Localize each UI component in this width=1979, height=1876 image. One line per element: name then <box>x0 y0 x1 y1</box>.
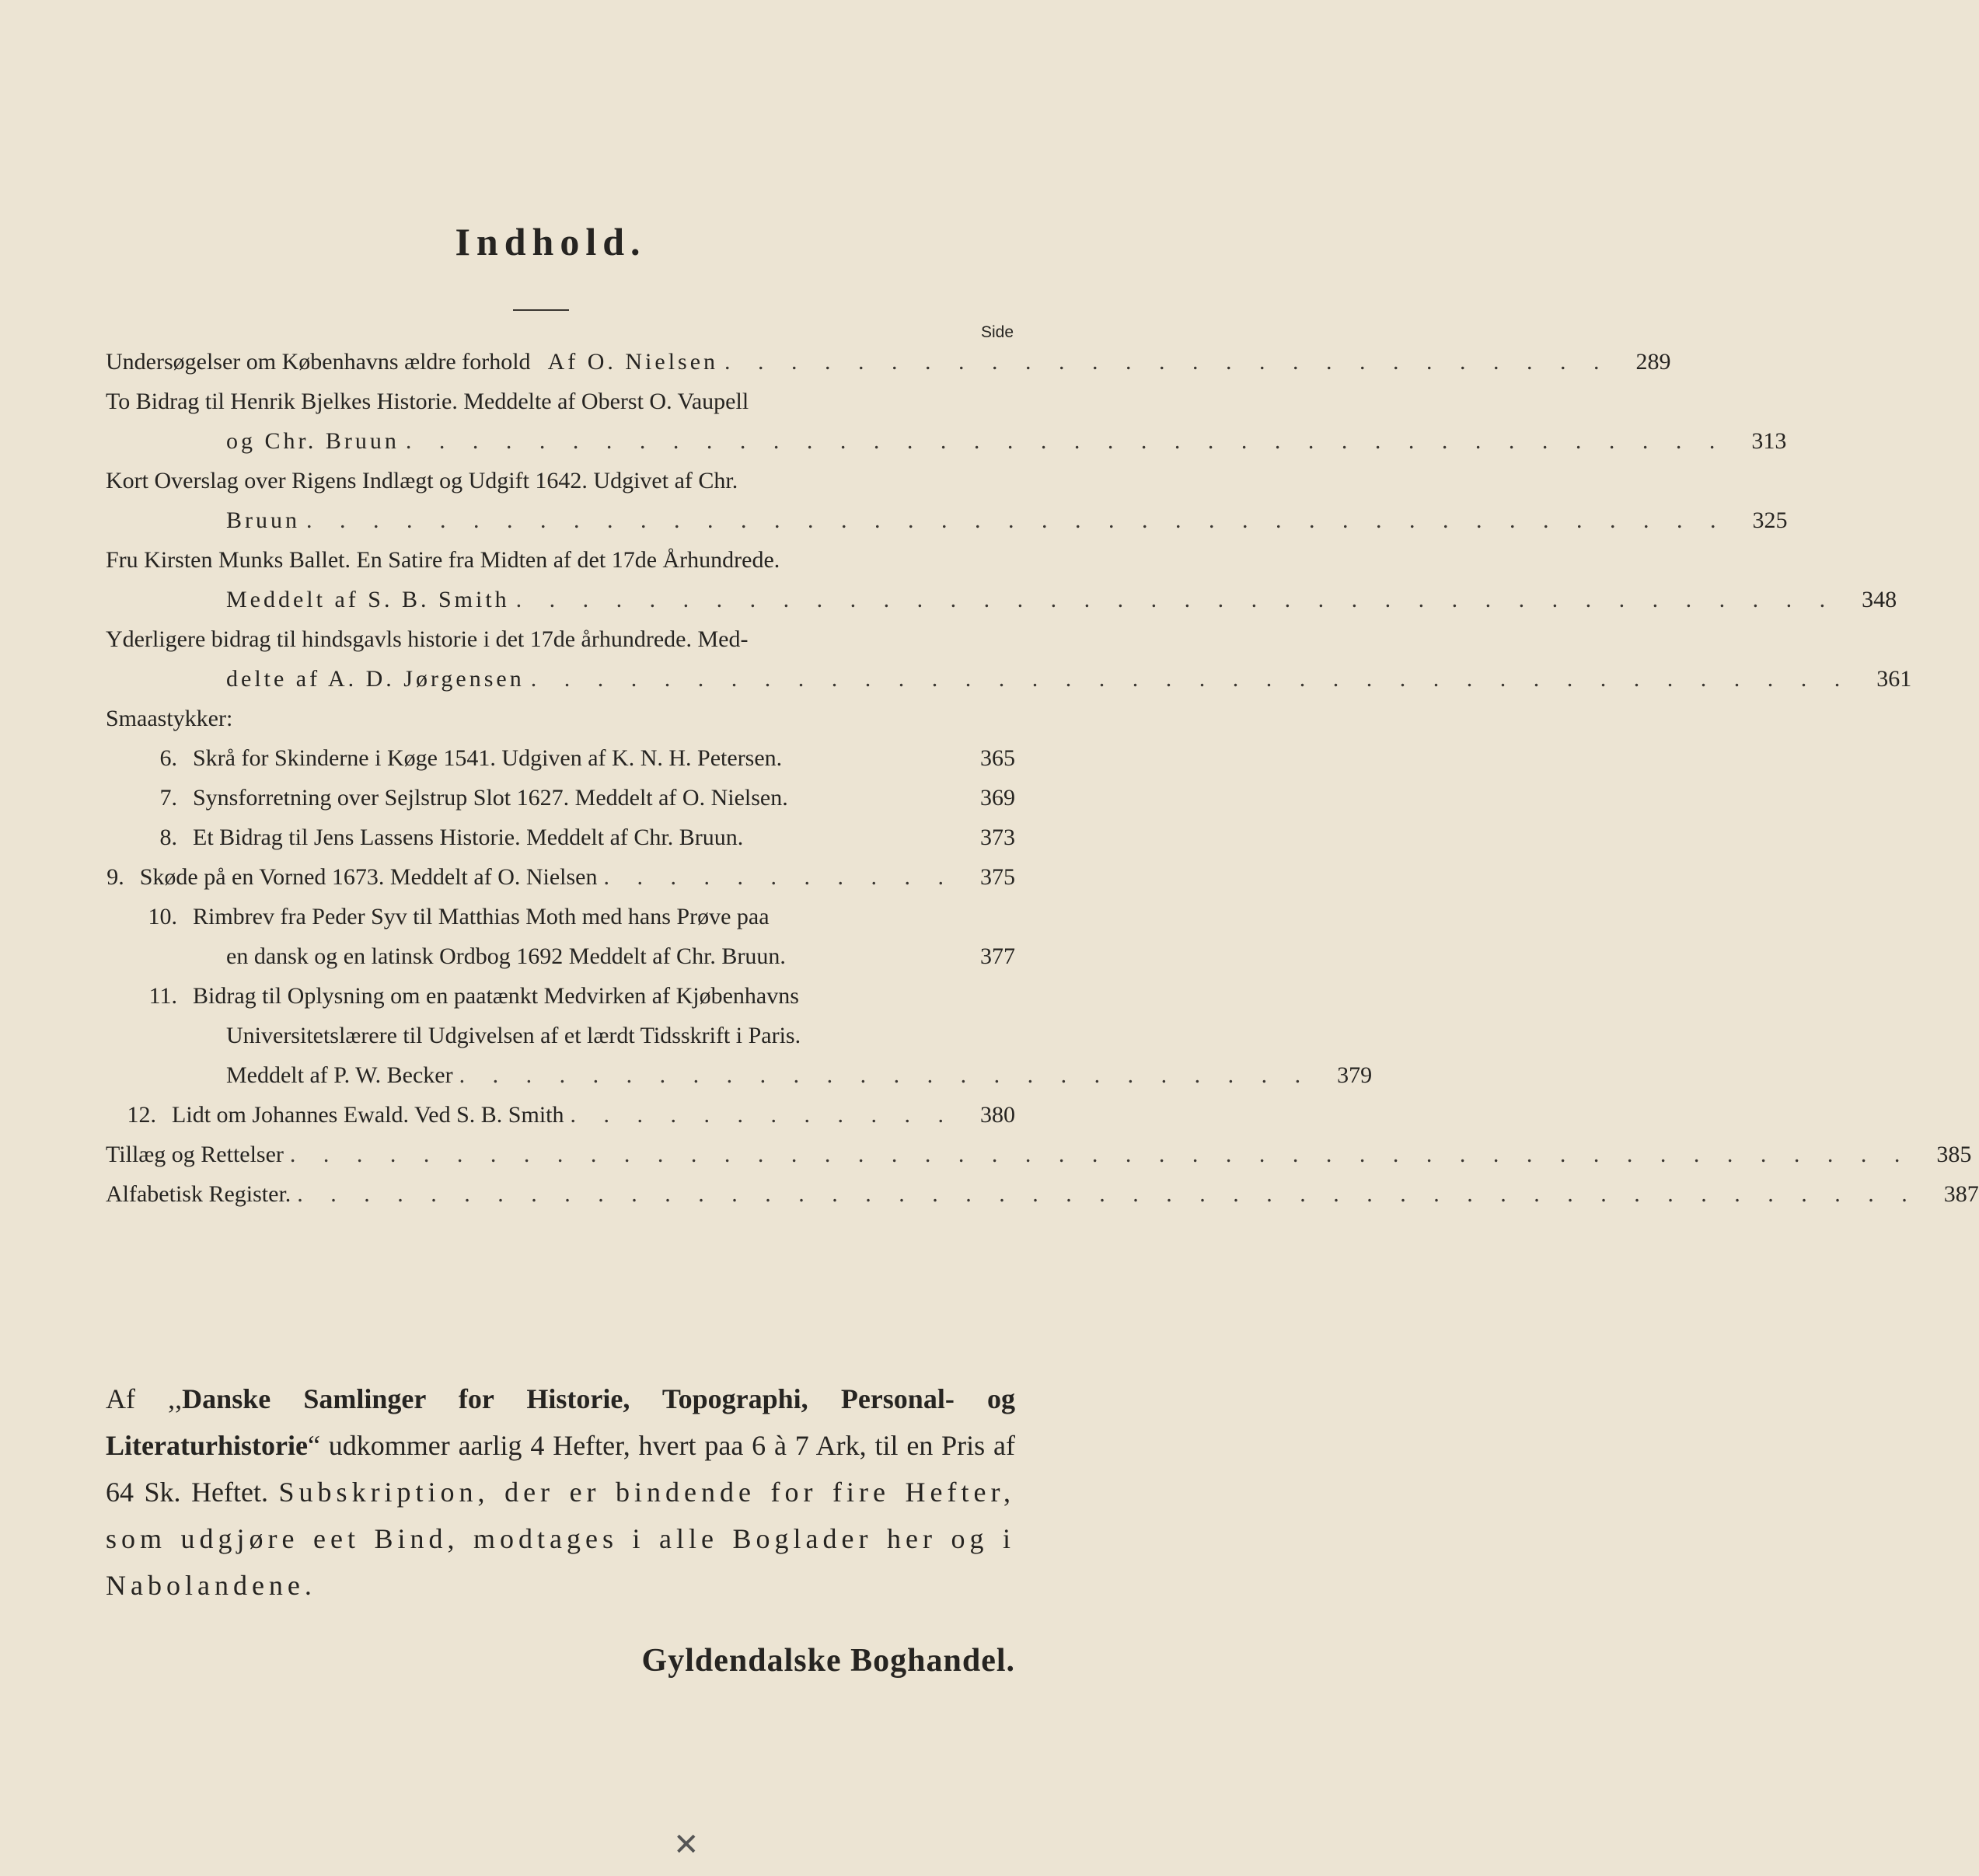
dot-leader: . . . . . . . . . . . . . . . . . . . . . . . . . . <box>459 1062 1312 1088</box>
toc-page-number: 387 <box>1943 1181 1979 1207</box>
toc-entry-continuation <box>106 659 1912 699</box>
toc-entry-title: Fru Kirsten Munks Ballet. En Satire fra Midten af det 17de Århundrede. <box>106 547 780 573</box>
smaastykker-label: Smaastykker: <box>106 706 233 731</box>
toc-entry-title: Undersøgelser om Københavns ældre forhold <box>106 349 531 375</box>
toc-page-number: 361 <box>1876 666 1912 692</box>
page-title: Indhold. <box>455 220 647 263</box>
subscription-notice <box>106 1376 1015 1609</box>
sub-entry-title: en dansk og en latinsk Ordbog 1692 Meddelt af Chr. Bruun. <box>226 943 786 969</box>
title-rule <box>513 309 569 311</box>
dot-leader: . . . . . . . . . . . . . . . . . . . . . . . . . . . . . . . . . . . . . . . . . . . <box>306 507 1727 533</box>
notice-body: udkommer aarlig 4 Hefter, hvert paa 6 à 7 Ark, til en Pris af 64 Sk. Heftet. <box>106 1430 1015 1508</box>
sub-entry-title: Skrå for Skinderne i Køge 1541. Udgiven af K. N. H. Petersen. <box>193 745 783 771</box>
toc-entry <box>106 382 1015 421</box>
toc-page-number: 380 <box>980 1102 1015 1128</box>
toc-page-number: 377 <box>980 943 1015 969</box>
toc-page-number: 375 <box>980 864 1015 890</box>
sub-entry-title: Bidrag til Oplysning om en paatænkt Medvirken af Kjøbenhavns <box>193 983 799 1009</box>
toc-page-number: 313 <box>1751 428 1787 454</box>
dot-leader: . . . . . . . . . . . . . . . . . . . . . . . . . . . . . . . . . . . . . . . . <box>405 428 1726 454</box>
table-of-contents <box>106 342 1979 1214</box>
sub-entry-number: 12. <box>127 1102 157 1128</box>
dot-leader: . . . . . . . . . . . . . . . . . . . . . . . . . . . . . . . . . . . . . . . . <box>530 666 1852 692</box>
toc-entry-author: Bruun <box>226 507 300 533</box>
sub-entry <box>106 897 1015 936</box>
toc-page-number: 289 <box>1635 349 1671 375</box>
notice-prefix: Af ,, <box>106 1383 183 1414</box>
sub-entry <box>106 818 1015 857</box>
toc-entry-continuation <box>106 421 1787 461</box>
toc-page-number: 379 <box>1337 1062 1373 1088</box>
toc-entry-continuation <box>106 500 1788 540</box>
dot-leader: . . . . . . . . . . . . . . . . . . . . . . . . . . . . . . . . . . . . . . . . . . . . . . . . . <box>297 1181 1918 1207</box>
toc-page-number: 325 <box>1752 507 1788 533</box>
toc-entry-author: delte af A. D. Jørgensen <box>226 666 525 692</box>
sub-entry-continuation <box>106 1055 1373 1095</box>
toc-entry-author: Meddelt af S. B. Smith <box>226 587 510 612</box>
sub-entry-number: 8. <box>159 825 177 850</box>
sub-entry-title: Skøde på en Vorned 1673. Meddelt af O. Nielsen <box>139 864 598 890</box>
publisher-name: Gyldendalske Boghandel. <box>641 1643 1015 1679</box>
sub-entry <box>106 738 1015 778</box>
dot-leader: . . . . . . . . . . . . <box>570 1102 955 1128</box>
sub-entry-author: Meddelt af P. W. Becker <box>226 1062 453 1088</box>
sub-entry-title: Et Bidrag til Jens Lassens Historie. Meddelt af Chr. Bruun. <box>193 825 744 850</box>
sub-entry-title: Lidt om Johannes Ewald. Ved S. B. Smith <box>172 1102 564 1128</box>
toc-entry-author: og Chr. Bruun <box>226 428 400 454</box>
sub-entry <box>106 857 1015 897</box>
toc-page-number: 348 <box>1862 587 1897 612</box>
toc-page-number: 373 <box>980 825 1015 850</box>
section-heading <box>106 699 1015 738</box>
toc-entry-title: Yderligere bidrag til hindsgavls historie i det 17de århundrede. Med- <box>106 626 749 652</box>
series-title: Danske Samlinger for Historie, Topographi, Personal- og Literaturhistorie <box>106 1383 1015 1461</box>
toc-entry-author: Af O. Nielsen <box>547 349 719 375</box>
toc-entry <box>106 342 1671 382</box>
side-column-label: Side <box>980 323 1014 341</box>
toc-page-number: 369 <box>980 785 1015 811</box>
sub-entry-number: 6. <box>159 745 177 771</box>
sub-entry-number: 11. <box>148 983 177 1009</box>
sub-entry-title: Rimbrev fra Peder Syv til Matthias Moth med hans Prøve paa <box>193 904 770 929</box>
dot-leader: . . . . . . . . . . . . . . . . . . . . . . . . . . . . . . . . . . . . . . . . <box>515 587 1837 612</box>
toc-entry <box>106 619 1015 659</box>
toc-entry <box>106 1135 1972 1174</box>
sub-entry-number: 9. <box>106 864 124 890</box>
pencil-mark-icon: ✕ <box>673 1827 700 1862</box>
sub-entry-continuation <box>106 1016 1015 1055</box>
sub-entry-title: Universitetslærere til Udgivelsen af et lærdt Tidsskrift i Paris. <box>226 1023 801 1048</box>
notice-close-quote: “ <box>307 1430 320 1461</box>
sub-entry <box>106 1095 1015 1135</box>
toc-page-number: 365 <box>980 745 1015 771</box>
dot-leader: . . . . . . . . . . . <box>603 864 955 890</box>
notice-body-spaced: Subskription, der er bindende for fire Hefter, som udgjøre eet Bind, modtages i alle Boglader her og i Nabolandene. <box>106 1477 1015 1601</box>
toc-entry-title: Kort Overslag over Rigens Indlægt og Udgift 1642. Udgivet af Chr. <box>106 468 738 493</box>
toc-entry-title: To Bidrag til Henrik Bjelkes Historie. Meddelte af Oberst O. Vaupell <box>106 389 749 414</box>
toc-entry <box>106 1174 1979 1214</box>
toc-entry-continuation <box>106 580 1897 619</box>
sub-entry-title: Synsforretning over Sejlstrup Slot 1627. Meddelt af O. Nielsen. <box>193 785 788 811</box>
toc-entry-title: Alfabetisk Register. <box>106 1181 291 1207</box>
toc-entry-title: Tillæg og Rettelser <box>106 1142 284 1167</box>
sub-entry <box>106 976 1015 1016</box>
toc-entry <box>106 461 1015 500</box>
sub-entry-continuation <box>106 936 1015 976</box>
sub-entry-number: 7. <box>159 785 177 811</box>
sub-entry <box>106 778 1015 818</box>
sub-entry-number: 10. <box>148 904 177 929</box>
toc-entry <box>106 540 1015 580</box>
dot-leader: . . . . . . . . . . . . . . . . . . . . . . . . . . . . . . . . . . . . . . . . . . . . . . . . . <box>289 1142 1911 1167</box>
dot-leader: . . . . . . . . . . . . . . . . . . . . . . . . . . . <box>724 349 1611 375</box>
toc-page-number: 385 <box>1936 1142 1972 1167</box>
